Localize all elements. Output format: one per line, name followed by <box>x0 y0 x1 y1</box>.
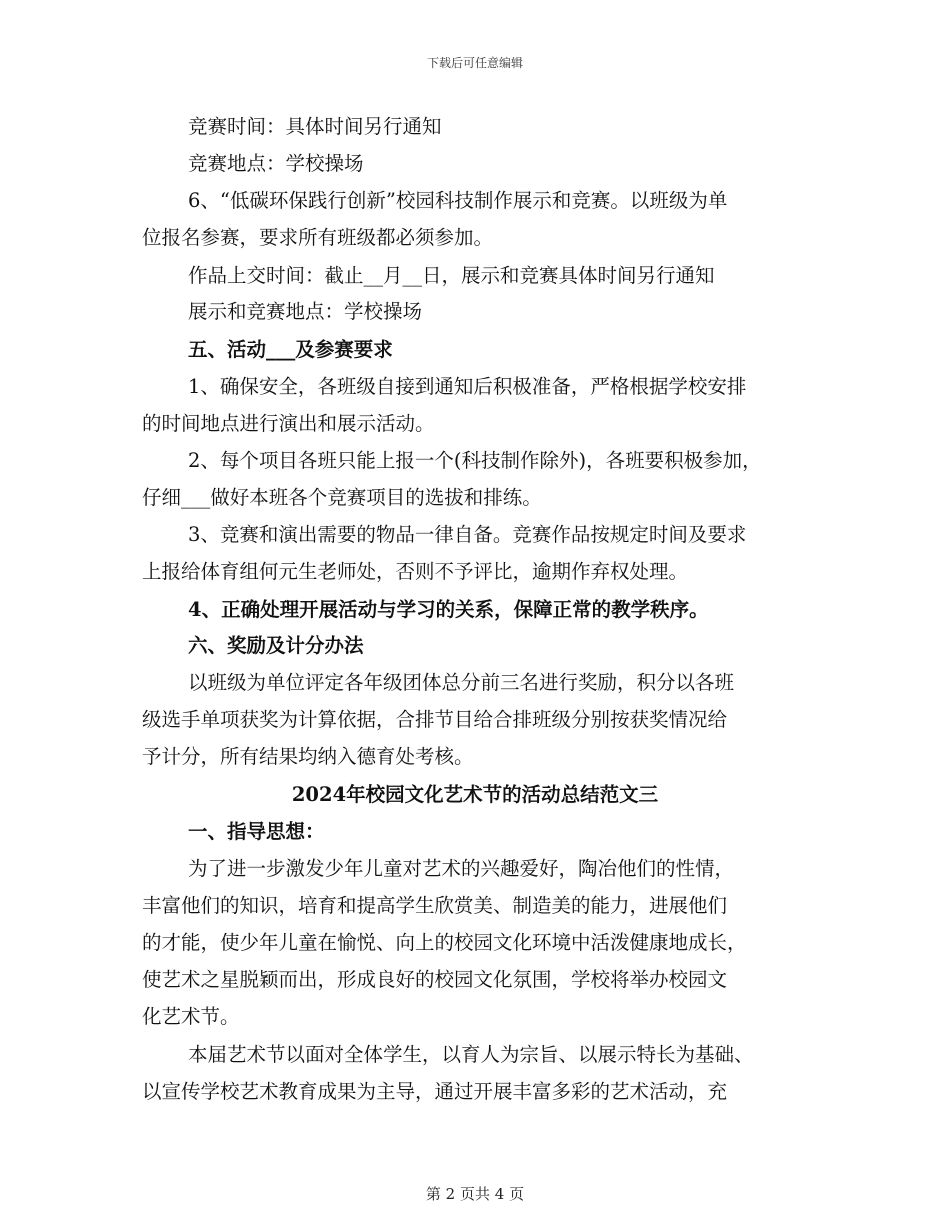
section-heading: 六、奖励及计分办法 <box>188 634 364 657</box>
text-line: 位报名参赛，要求所有班级都必须参加。 <box>142 226 494 249</box>
text-line: 2、每个项目各班只能上报一个(科技制作除外)，各班要积极参加， <box>188 449 762 472</box>
text-line: 级选手单项获奖为计算依据，合排节目给合排班级分别按获奖情况给 <box>142 708 728 731</box>
bold-text-line: 4、正确处理开展活动与学习的关系，保障正常的教学秩序。 <box>188 598 709 621</box>
text-line: 竞赛地点：学校操场 <box>188 152 364 175</box>
text-line: 本届艺术节以面对全体学生，以育人为宗旨、以展示特长为基础、 <box>188 1043 754 1066</box>
text-line: 以宣传学校艺术教育成果为主导，通过开展丰富多彩的艺术活动，充 <box>142 1080 728 1103</box>
text-line: 6、“低碳环保践行创新”校园科技制作展示和竞赛。以班级为单 <box>188 189 728 212</box>
text-line: 上报给体育组何元生老师处，否则不予评比，逾期作弃权处理。 <box>142 560 689 583</box>
text-line: 丰富他们的知识，培育和提高学生欣赏美、制造美的能力，进展他们 <box>142 894 728 917</box>
text-line: 3、竞赛和演出需要的物品一律自备。竞赛作品按规定时间及要求 <box>188 523 747 546</box>
text-line: 1、确保安全，各班级自接到通知后积极准备，严格根据学校安排 <box>188 375 747 398</box>
text-line: 的时间地点进行演出和展示活动。 <box>142 412 435 435</box>
text-line: 为了进一步激发少年儿童对艺术的兴趣爱好，陶冶他们的性情， <box>188 857 735 880</box>
text-line: 展示和竞赛地点：学校操场 <box>188 300 423 323</box>
text-line: 予计分，所有结果均纳入德育处考核。 <box>142 745 474 768</box>
page-footer: 第 2 页共 4 页 <box>425 1185 525 1203</box>
text-line: 竞赛时间：具体时间另行通知 <box>188 115 442 138</box>
text-line: 化艺术节。 <box>142 1005 240 1028</box>
section-heading: 一、指导思想： <box>188 820 325 843</box>
article-title: 2024年校园文化艺术节的活动总结范文三 <box>291 783 659 806</box>
text-line: 使艺术之星脱颖而出，形成良好的校园文化氛围，学校将举办校园文 <box>142 968 728 991</box>
page-header: 下载后可任意编辑 <box>426 56 523 70</box>
text-line: 的才能，使少年儿童在愉悦、向上的校园文化环境中活泼健康地成长， <box>142 931 747 954</box>
text-line: 仔细___做好本班各个竞赛项目的选拔和排练。 <box>142 486 542 509</box>
text-line: 作品上交时间：截止__月__日，展示和竞赛具体时间另行通知 <box>188 264 715 287</box>
section-heading: 五、活动___及参赛要求 <box>188 338 393 361</box>
text-line: 以班级为单位评定各年级团体总分前三名进行奖励，积分以各班 <box>188 671 735 694</box>
